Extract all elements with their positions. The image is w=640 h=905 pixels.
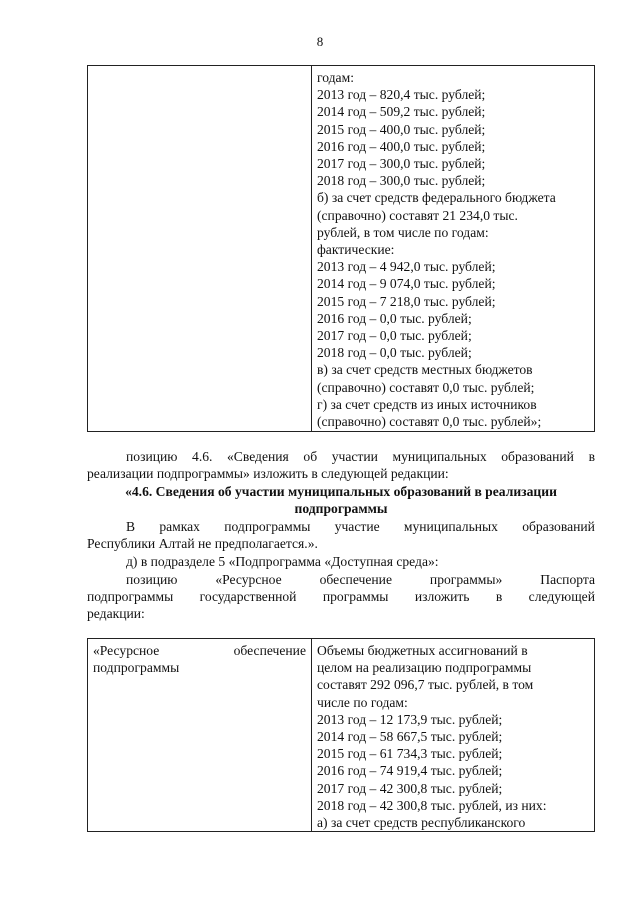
- word: подпрограммы: [224, 519, 311, 534]
- word: муниципальных: [392, 449, 487, 464]
- heading-line: подпрограммы: [294, 501, 388, 517]
- justified-line: [93, 642, 306, 659]
- table-line: подпрограммы: [93, 660, 180, 676]
- table-line: б) за счет средств федерального бюджета: [317, 190, 556, 206]
- word: «Ресурсное: [93, 643, 160, 658]
- table-line: г) за счет средств из иных источников: [317, 396, 537, 412]
- word: муниципальных: [403, 519, 498, 534]
- word: подпрограммы: [87, 589, 174, 605]
- table-line: Объемы бюджетных ассигнований в: [317, 643, 528, 658]
- table-line: 2015 год – 61 734,3 тыс. рублей;: [317, 746, 503, 762]
- paragraph-position-4-6: [87, 448, 595, 482]
- table-line: 2014 год – 58 667,5 тыс. рублей;: [317, 729, 503, 745]
- table-line: 2017 год – 300,0 тыс. рублей;: [317, 156, 486, 172]
- word: образований: [522, 519, 595, 534]
- top-table-right-cell: [312, 66, 594, 431]
- word: государственной: [199, 589, 297, 605]
- table-line: (справочно) составят 21 234,0 тыс.: [317, 207, 518, 223]
- word: В: [126, 519, 136, 534]
- top-table-left-cell: [88, 66, 312, 431]
- table-line: 2017 год – 0,0 тыс. рублей;: [317, 328, 472, 344]
- table-line: рублей, в том числе по годам:: [317, 224, 489, 240]
- text-line: реализации подпрограммы» изложить в следующей редакции:: [87, 466, 449, 482]
- table-line: (справочно) составят 0,0 тыс. рублей;: [317, 379, 535, 395]
- table-line: 2017 год – 42 300,8 тыс. рублей;: [317, 780, 503, 796]
- table-line: 2015 год – 400,0 тыс. рублей;: [317, 121, 486, 137]
- bottom-table-left-cell: [88, 639, 312, 831]
- page-number: 8: [316, 34, 324, 49]
- table-line: 2015 год – 7 218,0 тыс. рублей;: [317, 293, 496, 309]
- justified-line: [87, 588, 595, 605]
- table-line: фактические:: [317, 242, 395, 258]
- table-line: целом на реализацию подпрограммы: [317, 660, 532, 676]
- word: обеспечение: [319, 572, 392, 587]
- text-line: Республики Алтай не предполагается.».: [87, 536, 318, 552]
- word: «Ресурсное: [215, 572, 282, 587]
- table-line: 2016 год – 400,0 тыс. рублей;: [317, 138, 486, 154]
- word: участии: [331, 449, 378, 464]
- word: об: [303, 449, 318, 464]
- table-line: (справочно) составят 0,0 тыс. рублей»;: [317, 414, 542, 430]
- table-line: годам:: [317, 70, 354, 85]
- table-line: 2013 год – 12 173,9 тыс. рублей;: [317, 711, 503, 727]
- table-line: 2018 год – 300,0 тыс. рублей;: [317, 173, 486, 189]
- word: изложить: [414, 589, 470, 605]
- justified-line: [87, 518, 595, 535]
- table-line: 2013 год – 4 942,0 тыс. рублей;: [317, 259, 496, 275]
- paragraph-no-participation: [87, 518, 595, 552]
- word: позицию: [126, 449, 178, 464]
- word: в: [495, 589, 503, 605]
- table-line: 2014 год – 509,2 тыс. рублей;: [317, 104, 486, 120]
- text-line: д) в подразделе 5 «Подпрограмма «Доступная среда»:: [126, 554, 439, 569]
- word: «Сведения: [227, 449, 289, 464]
- table-line: 2016 год – 0,0 тыс. рублей;: [317, 310, 472, 326]
- word: позицию: [126, 572, 178, 587]
- table-line: числе по годам:: [317, 694, 408, 710]
- word: образований: [501, 449, 574, 464]
- table-line: 2014 год – 9 074,0 тыс. рублей;: [317, 276, 496, 292]
- word: программы: [322, 589, 389, 605]
- bottom-table-right-cell: [312, 639, 594, 831]
- word: программы»: [429, 572, 503, 587]
- word: рамках: [159, 519, 200, 534]
- bottom-table: [87, 638, 595, 832]
- table-line: в) за счет средств местных бюджетов: [317, 362, 533, 378]
- word: следующей: [528, 589, 595, 605]
- word: 4.6.: [192, 449, 213, 464]
- paragraph-subsection-5: [87, 553, 595, 570]
- top-table: [87, 65, 595, 432]
- heading-line: «4.6. Сведения об участии муниципальных образований в реализации: [125, 484, 557, 499]
- section-heading: [87, 483, 595, 517]
- table-line: а) за счет средств республиканского: [317, 815, 526, 831]
- table-line: 2018 год – 42 300,8 тыс. рублей, из них:: [317, 797, 547, 813]
- word: в: [588, 449, 595, 464]
- justified-line: [87, 571, 595, 588]
- word: участие: [334, 519, 380, 534]
- text-line: редакции:: [87, 606, 145, 622]
- justified-line: [87, 448, 595, 465]
- table-line: 2018 год – 0,0 тыс. рублей;: [317, 345, 472, 361]
- table-line: 2013 год – 820,4 тыс. рублей;: [317, 87, 486, 103]
- word: Паспорта: [540, 572, 595, 587]
- paragraph-resource-position: [87, 571, 595, 623]
- table-line: 2016 год – 74 919,4 тыс. рублей;: [317, 763, 503, 779]
- word: обеспечение: [233, 643, 306, 658]
- table-line: составят 292 096,7 тыс. рублей, в том: [317, 677, 534, 693]
